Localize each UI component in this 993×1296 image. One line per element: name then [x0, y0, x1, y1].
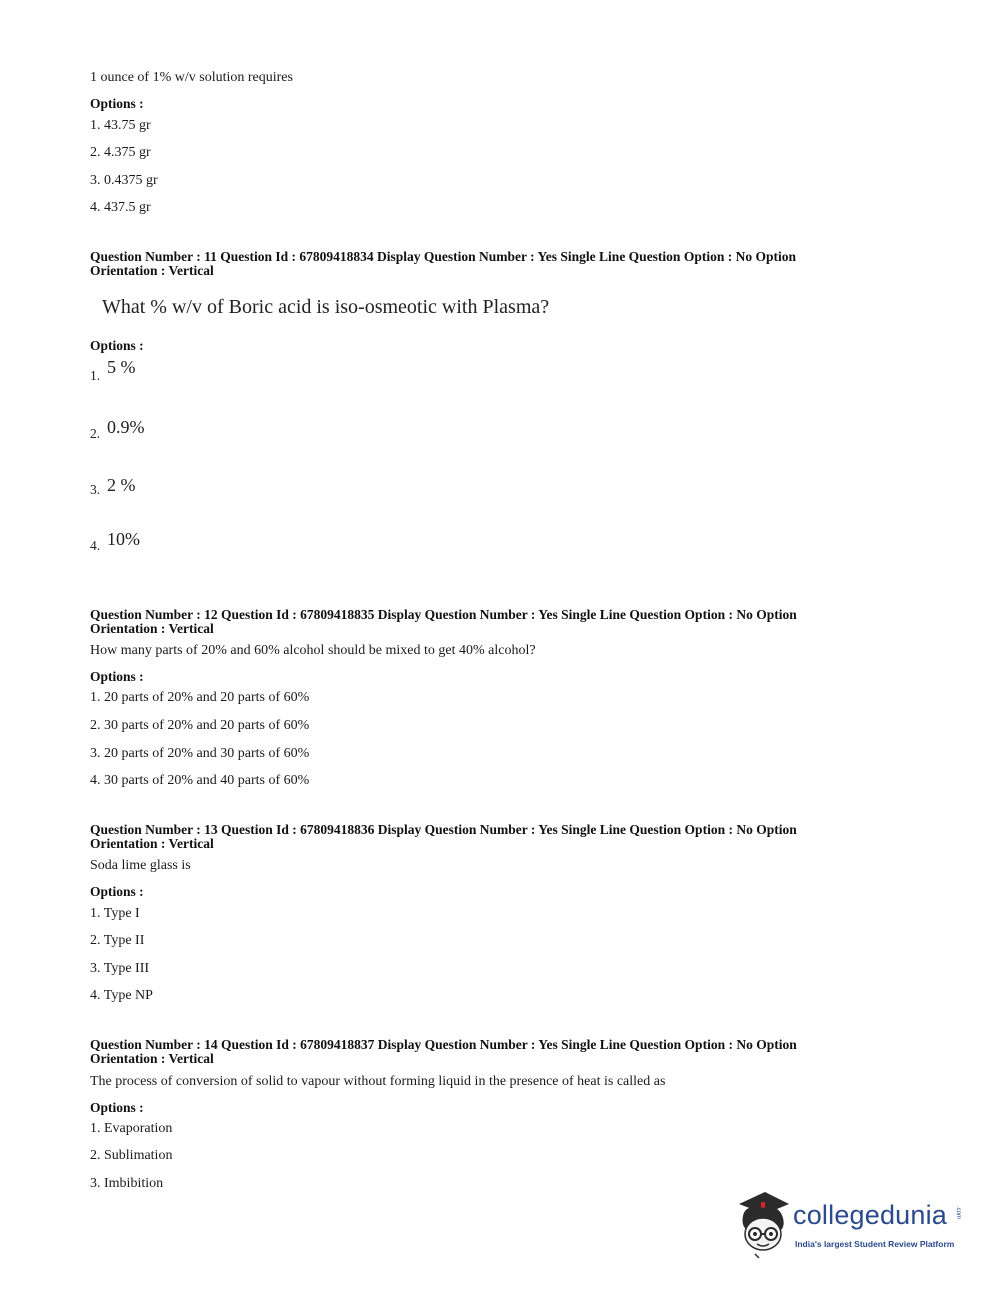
mascot-icon	[735, 1190, 793, 1260]
question-text: How many parts of 20% and 60% alcohol should be mixed to get 40% alcohol?	[90, 643, 536, 658]
option-item: 4. 30 parts of 20% and 40 parts of 60%	[90, 773, 310, 788]
option-item: 4. Type NP	[90, 988, 153, 1003]
option-value: 0.9%	[107, 417, 145, 437]
options-label: Options :	[90, 1100, 144, 1115]
collegedunia-logo	[735, 1190, 965, 1260]
question-text: 1 ounce of 1% w/v solution requires	[90, 70, 293, 85]
option-item: 3. Imbibition	[90, 1176, 164, 1190]
option-item: 3. 20 parts of 20% and 30 parts of 60%	[90, 746, 310, 761]
option-number: 1.	[90, 368, 101, 383]
option-value: 2 %	[107, 475, 136, 495]
option-item: 2. Type II	[90, 933, 145, 948]
option-item: 1. 43.75 gr	[90, 118, 151, 133]
question-text: The process of conversion of solid to vapour without forming liquid in the presence of heat is called as	[90, 1074, 666, 1089]
option-item: 4. 437.5 gr	[90, 200, 151, 215]
question-meta: Question Number : 14 Question Id : 67809418837 Display Question Number : Yes Single Line Question Option : No Option Orientation : Vertical	[90, 1037, 797, 1066]
question-meta: Question Number : 11 Question Id : 67809418834 Display Question Number : Yes Single Line Question Option : No Option Orientation : Vertical	[90, 249, 796, 278]
option-number: 3.	[90, 482, 101, 497]
option-number: 2.	[90, 426, 101, 441]
options-label: Options :	[90, 338, 144, 353]
options-label: Options :	[90, 669, 144, 684]
option-item: 2. 4.375 gr	[90, 145, 151, 160]
question-meta: Question Number : 12 Question Id : 67809418835 Display Question Number : Yes Single Line Question Option : No Option Orientation : Vertical	[90, 607, 797, 636]
option-item: 2. 30 parts of 20% and 20 parts of 60%	[90, 718, 310, 733]
option-value: 10%	[107, 529, 140, 549]
logo-com: .com	[955, 1206, 961, 1220]
question-meta: Question Number : 13 Question Id : 67809418836 Display Question Number : Yes Single Line Question Option : No Option Orientation : Vertical	[90, 822, 797, 851]
question-text: Soda lime glass is	[90, 858, 191, 873]
option-item: 3. 0.4375 gr	[90, 173, 158, 188]
option-item: 1. Evaporation	[90, 1121, 173, 1136]
question-text: What % w/v of Boric acid is iso-osmeotic with Plasma?	[102, 296, 550, 318]
options-label: Options :	[90, 884, 144, 899]
option-item: 1. 20 parts of 20% and 20 parts of 60%	[90, 690, 310, 705]
option-number: 4.	[90, 538, 101, 553]
logo-wordmark: collegedunia	[793, 1200, 948, 1230]
option-item: 3. Type III	[90, 961, 150, 976]
options-label: Options :	[90, 96, 144, 111]
option-value: 5 %	[107, 357, 136, 377]
option-item: 2. Sublimation	[90, 1148, 173, 1163]
option-item: 1. Type I	[90, 906, 140, 921]
logo-tagline: India's largest Student Review Platform	[795, 1239, 955, 1249]
